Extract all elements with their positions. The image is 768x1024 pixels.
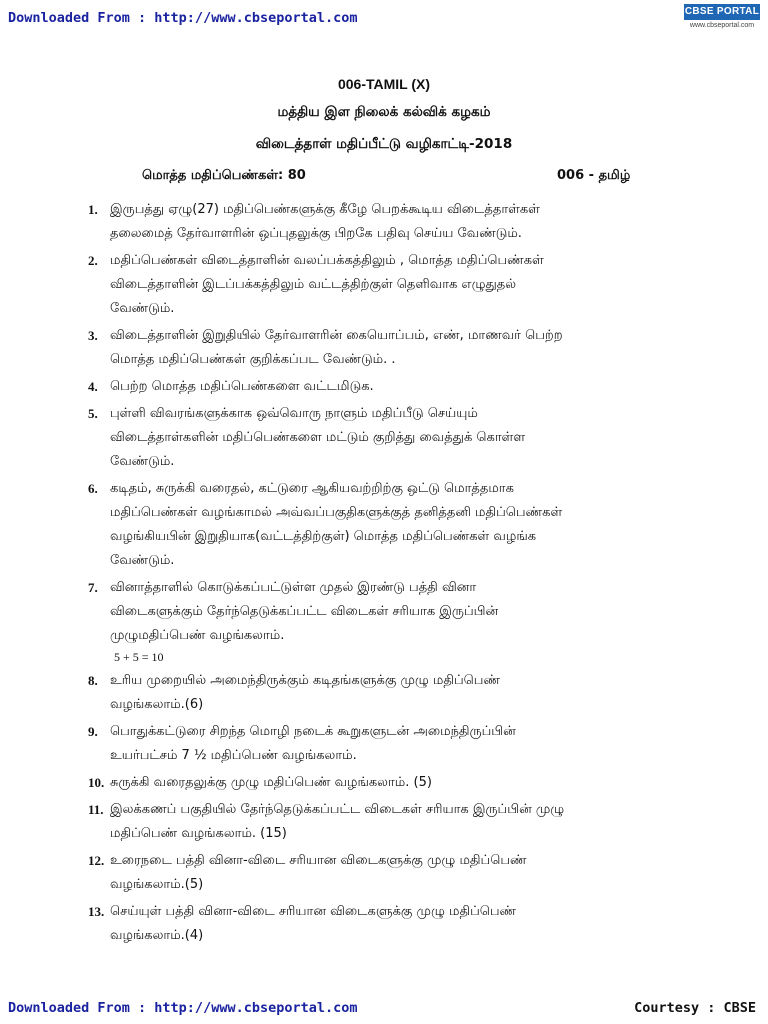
list-item (88, 669, 688, 717)
total-marks: மொத்த மதிப்பெண்கள்: 80 (142, 168, 306, 183)
list-item (88, 798, 688, 846)
item-number: 3. (88, 328, 98, 343)
item-number: 11. (88, 802, 104, 817)
list-item (88, 477, 688, 573)
download-link-top[interactable]: Downloaded From : http://www.cbseportal.com (8, 10, 358, 26)
item-text: இருபத்து ஏழு(27) மதிப்பெண்களுக்கு கீழே பெறக்கூடிய விடைத்தாள்கள் தலைமைத் தேர்வாளரின் ஒப்புதலுக்கு பிறகே பதிவு செய்ய வேண்டும். (110, 202, 540, 241)
item-text: உரைநடை பத்தி வினா-விடை சரியான விடைகளுக்கு முழு மதிப்பெண் வழங்கலாம்.(5) (110, 853, 527, 892)
item-text: இலக்கணப் பகுதியில் தேர்ந்தெடுக்கப்பட்ட விடைகள் சரியாக இருப்பின் முழு மதிப்பெண் வழங்கலாம். (15) (110, 802, 565, 841)
list-item (88, 576, 688, 666)
item-text (110, 576, 688, 666)
item-text-body: வினாத்தாளில் கொடுக்கப்பட்டுள்ள முதல் இரண்டு பத்தி வினா விடைகளுக்கும் தேர்ந்தெடுக்கப்பட்ட விடைகள் சரியாக இருப்பின் முழுமதிப்பெண் வழங்கலாம். (110, 580, 499, 643)
item-number: 4. (88, 379, 98, 394)
item-text: பொதுக்கட்டுரை சிறந்த மொழி நடைக் கூறுகளுடன் அமைந்திருப்பின் உயர்பட்சம் 7 ½ மதிப்பெண் வழங்கலாம். (110, 724, 516, 763)
list-item (88, 249, 688, 321)
item-number: 2. (88, 253, 98, 268)
list-item (88, 720, 688, 768)
list-item (88, 402, 688, 474)
item-text: புள்ளி விவரங்களுக்காக ஒவ்வொரு நாளும் மதிப்பீடு செய்யும் விடைத்தாள்களின் மதிப்பெண்களை மட்டும் குறித்து வைத்துக் கொள்ள வேண்டும். (110, 406, 526, 469)
download-link-bottom[interactable]: Downloaded From : http://www.cbseportal.com (8, 1000, 358, 1016)
logo-text: CBSE PORTAL (684, 4, 760, 20)
guide-title: விடைத்தாள் மதிப்பீட்டு வழிகாட்டி-2018 (255, 136, 513, 152)
item-number: 13. (88, 904, 105, 919)
item-number: 12. (88, 853, 105, 868)
item-number: 7. (88, 580, 98, 595)
instruction-list (88, 198, 688, 951)
item-number: 1. (88, 202, 98, 217)
list-item (88, 849, 688, 897)
item-text: உரிய முறையில் அமைந்திருக்கும் கடிதங்களுக்கு முழு மதிப்பெண் வழங்கலாம்.(6) (110, 673, 501, 712)
list-item (88, 771, 688, 795)
marks-equation: 5 + 5 = 10 (114, 650, 164, 664)
list-item (88, 198, 688, 246)
courtesy-text: Courtesy : CBSE (634, 1000, 756, 1016)
item-text: மதிப்பெண்கள் விடைத்தாளின் வலப்பக்கத்திலும் , மொத்த மதிப்பெண்கள் விடைத்தாளின் இடப்பக்கத்திலும் வட்டத்திற்குள் தெளிவாக எழுதுதல் வேண்டும். (110, 253, 544, 316)
board-name: மத்திய இள நிலைக் கல்விக் கழகம் (277, 104, 491, 120)
list-item (88, 900, 688, 948)
item-text: கடிதம், சுருக்கி வரைதல், கட்டுரை ஆகியவற்றிற்கு ஒட்டு மொத்தமாக மதிப்பெண்கள் வழங்காமல் அவ்வப்பகுதிகளுக்குத் தனித்தனி மதிப்பெண்கள் வழங்கியபின் இறுதியாக(வட்டத்திற்குள்) மொத்த மதிப்பெண்கள் வழங்க வேண்டும். (110, 481, 563, 568)
cbse-portal-logo (684, 4, 760, 34)
paper-code: 006-TAMIL (X) (337, 76, 431, 92)
list-item (88, 375, 688, 399)
item-number: 6. (88, 481, 98, 496)
item-text: விடைத்தாளின் இறுதியில் தேர்வாளரின் கையொப்பம், எண், மாணவர் பெற்ற மொத்த மதிப்பெண்கள் குறிக்கப்பட வேண்டும். . (110, 328, 563, 367)
item-text: பெற்ற மொத்த மதிப்பெண்களை வட்டமிடுக. (110, 379, 374, 394)
list-item (88, 324, 688, 372)
item-number: 9. (88, 724, 98, 739)
item-text: செய்யுள் பத்தி வினா-விடை சரியான விடைகளுக்கு முழு மதிப்பெண் வழங்கலாம்.(4) (110, 904, 517, 943)
item-number: 8. (88, 673, 98, 688)
item-text: சுருக்கி வரைதலுக்கு முழு மதிப்பெண் வழங்கலாம். (5) (110, 775, 432, 790)
subject-code: 006 - தமிழ் (557, 168, 631, 183)
logo-subtext: www.cbseportal.com (689, 22, 755, 29)
item-number: 5. (88, 406, 98, 421)
item-number: 10. (88, 775, 105, 790)
